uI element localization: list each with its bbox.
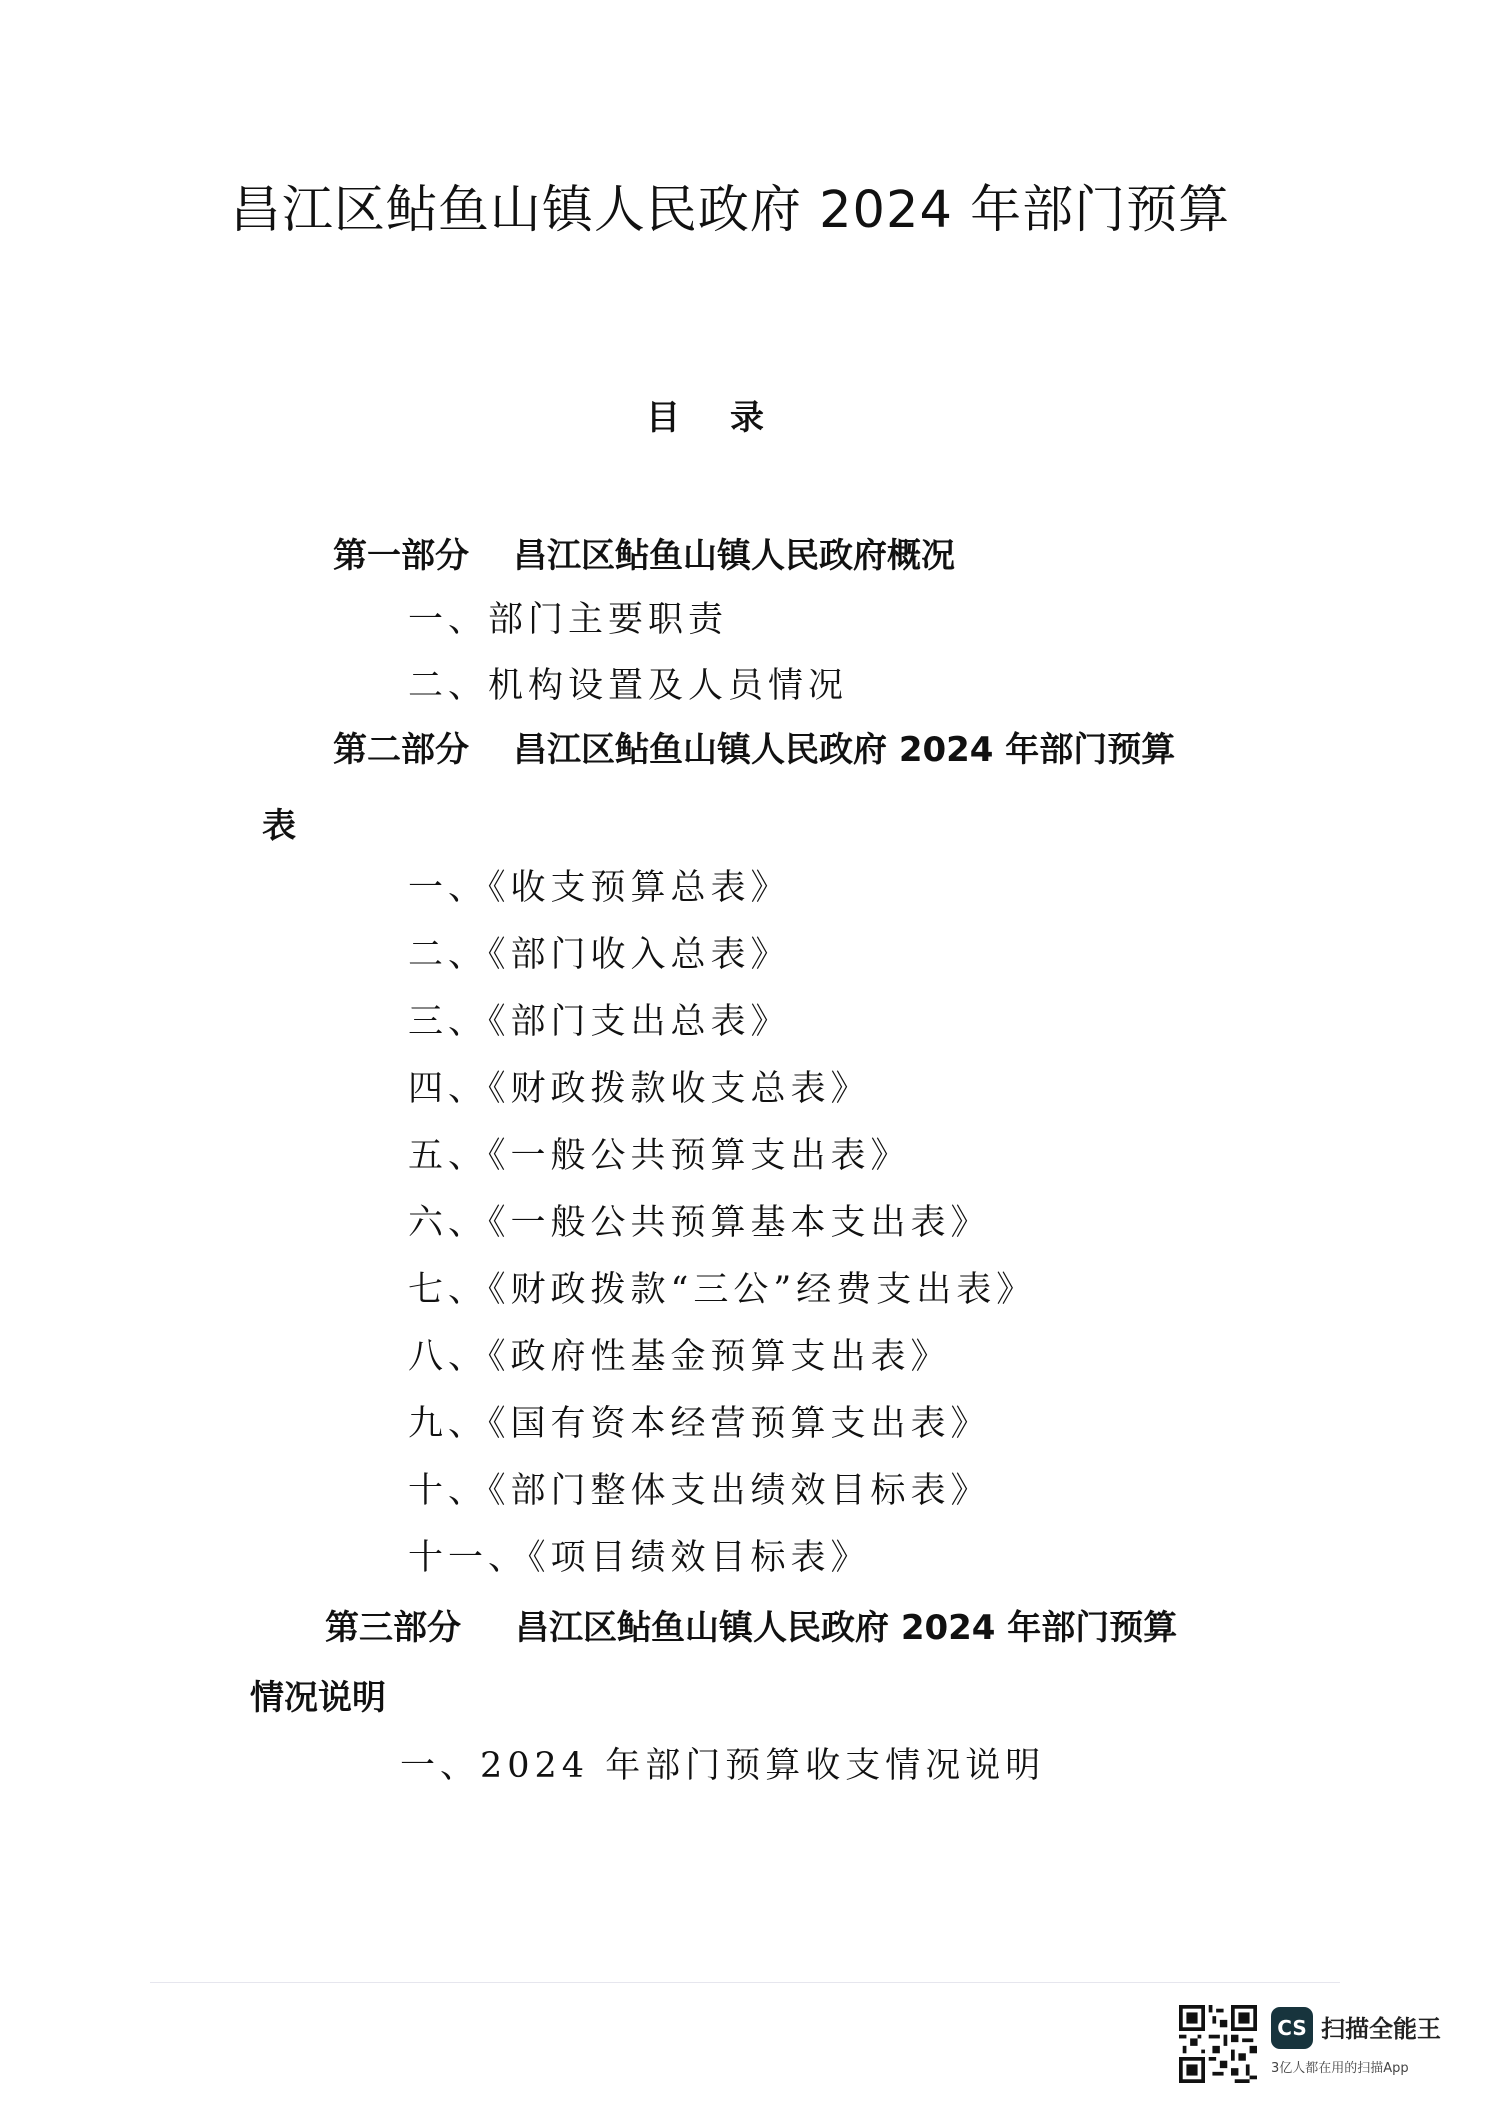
- toc-item: 十一、《项目绩效目标表》: [408, 1538, 871, 1578]
- part3-title: 昌江区鲇鱼山镇人民政府 2024 年部门预算: [515, 1608, 1178, 1648]
- toc-item: 八、《政府性基金预算支出表》: [408, 1337, 951, 1377]
- document-title: 昌江区鲇鱼山镇人民政府 2024 年部门预算: [229, 181, 1231, 240]
- part2-label: 第二部分: [333, 730, 469, 770]
- part2-title-continuation: 表: [262, 806, 296, 846]
- toc-item: 二、《部门收入总表》: [408, 935, 791, 975]
- toc-item: 一、2024 年部门预算收支情况说明: [400, 1746, 1046, 1786]
- toc-item: 二、机构设置及人员情况: [408, 666, 849, 706]
- camscanner-logo: CS: [1271, 2007, 1313, 2049]
- toc-item: 四、《财政拨款收支总表》: [408, 1069, 871, 1109]
- part2-title: 昌江区鲇鱼山镇人民政府 2024 年部门预算: [513, 730, 1176, 770]
- part1-heading: [333, 528, 955, 577]
- toc-item: 九、《国有资本经营预算支出表》: [408, 1404, 991, 1444]
- toc-item: 一、《收支预算总表》: [408, 868, 791, 908]
- part2-heading: [333, 722, 1175, 771]
- page-divider: [150, 1982, 1340, 1983]
- scanner-watermark: [1179, 1997, 1469, 2087]
- toc-heading: 目录: [646, 398, 814, 438]
- toc-item: 十、《部门整体支出绩效目标表》: [408, 1471, 991, 1511]
- toc-item: 一、部门主要职责: [408, 600, 729, 640]
- toc-item: 六、《一般公共预算基本支出表》: [408, 1203, 991, 1243]
- toc-item: 七、《财政拨款“三公”经费支出表》: [408, 1270, 1037, 1310]
- camscanner-tagline: 3亿人都在用的扫描App: [1271, 2061, 1409, 2076]
- part3-heading: [325, 1600, 1177, 1649]
- toc-item: 五、《一般公共预算支出表》: [408, 1136, 911, 1176]
- part3-title-continuation: 情况说明: [250, 1678, 386, 1718]
- part3-label: 第三部分: [325, 1608, 461, 1648]
- part1-label: 第一部分: [333, 536, 469, 576]
- camscanner-app-name: 扫描全能王: [1321, 2015, 1441, 2043]
- qr-code-icon: [1179, 2005, 1257, 2083]
- toc-item: 三、《部门支出总表》: [408, 1002, 791, 1042]
- part1-title: 昌江区鲇鱼山镇人民政府概况: [513, 536, 955, 576]
